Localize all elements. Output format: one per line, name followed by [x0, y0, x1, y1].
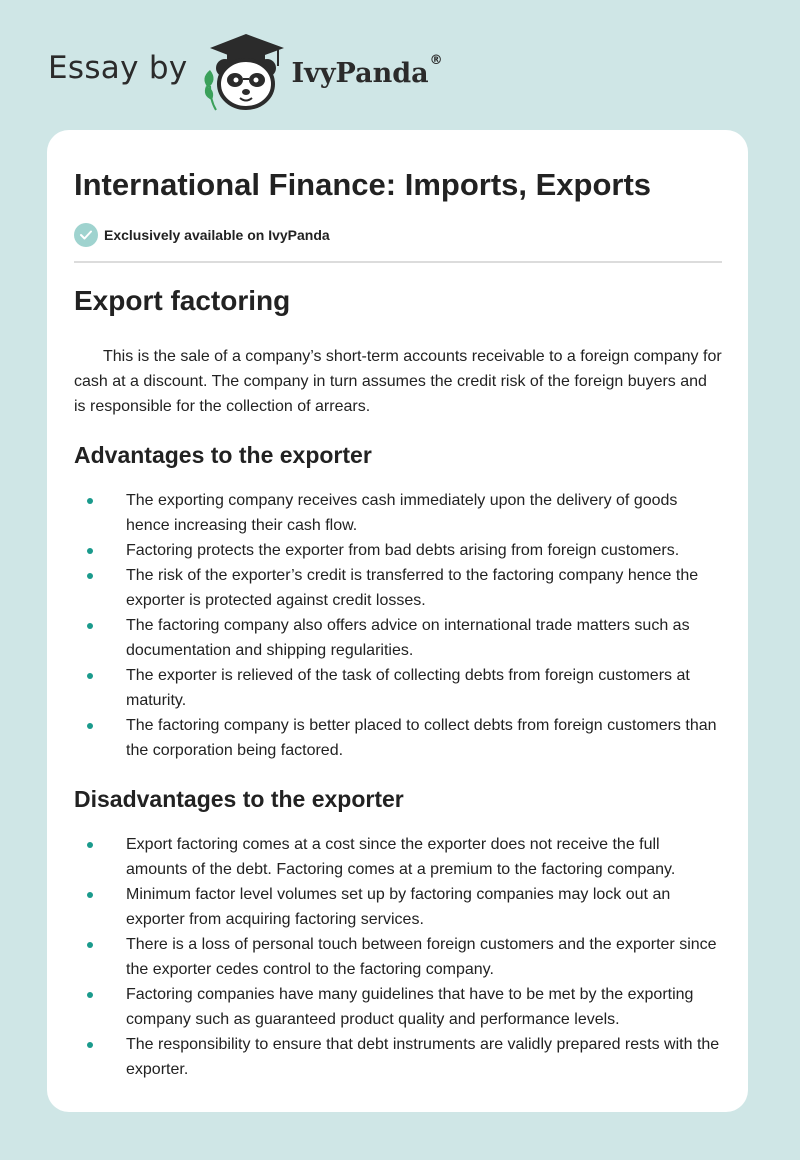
- list-item-text: The factoring company also offers advice on international trade matters such as documentation and shipping regularities.: [126, 617, 690, 659]
- section-paragraph: This is the sale of a company’s short-term accounts receivable to a foreign company for cash at a discount. The company in turn assumes the credit risk of the foreign buyers and is responsible for the collection of arrears.: [74, 348, 722, 415]
- registered-mark: ®: [429, 52, 443, 68]
- bullet-icon: [87, 842, 93, 848]
- list-item: [74, 1032, 722, 1082]
- brand-name: IvyPanda: [291, 57, 429, 89]
- bullet-icon: [87, 498, 93, 504]
- list-item-text: The risk of the exporter’s credit is transferred to the factoring company hence the exporter is protected against credit losses.: [126, 567, 699, 609]
- panda-graduate-icon: [198, 30, 294, 114]
- disadvantages-heading: Disadvantages to the exporter: [74, 786, 404, 812]
- bullet-icon: [87, 992, 93, 998]
- bullet-icon: [87, 892, 93, 898]
- exclusive-badge: [74, 222, 722, 248]
- list-item: [74, 932, 722, 982]
- section-heading: Export factoring: [74, 285, 291, 316]
- list-item-text: Export factoring comes at a cost since the exporter does not receive the full amounts of the debt. Factoring comes at a premium to the factoring company.: [126, 836, 676, 878]
- list-item: [74, 832, 722, 882]
- list-item-text: The exporting company receives cash immediately upon the delivery of goods hence increasing their cash flow.: [126, 492, 678, 534]
- list-item-text: The factoring company is better placed to collect debts from foreign customers than the corporation being factored.: [126, 717, 717, 759]
- list-item-text: Factoring companies have many guidelines that have to be met by the exporting company such as guaranteed product quality and performance levels.: [126, 986, 694, 1028]
- disadvantages-list: [74, 813, 722, 1082]
- essay-card: [47, 130, 748, 1112]
- list-item: [74, 713, 722, 763]
- list-item-text: Minimum factor level volumes set up by factoring companies may lock out an exporter from acquiring factoring services.: [126, 886, 671, 928]
- list-item: [74, 663, 722, 713]
- list-item: [74, 613, 722, 663]
- list-item-text: Factoring protects the exporter from bad debts arising from foreign customers.: [126, 542, 680, 559]
- advantages-heading: Advantages to the exporter: [74, 442, 372, 468]
- list-item-text: The exporter is relieved of the task of collecting debts from foreign customers at maturity.: [126, 667, 690, 709]
- page-title: International Finance: Imports, Exports: [74, 167, 652, 202]
- list-item-text: The responsibility to ensure that debt instruments are validly prepared rests with the exporter.: [126, 1036, 720, 1078]
- list-item: [74, 882, 722, 932]
- list-item: [74, 488, 722, 538]
- bullet-icon: [87, 723, 93, 729]
- check-circle-icon: [74, 223, 98, 247]
- bullet-icon: [87, 573, 93, 579]
- bullet-icon: [87, 942, 93, 948]
- bullet-icon: [87, 1042, 93, 1048]
- bullet-icon: [87, 548, 93, 554]
- list-item: [74, 982, 722, 1032]
- brand-header: [48, 30, 443, 114]
- bullet-icon: [87, 623, 93, 629]
- brand-prefix: Essay by: [48, 49, 188, 86]
- bullet-icon: [87, 673, 93, 679]
- badge-text: Exclusively available on IvyPanda: [104, 227, 330, 243]
- advantages-list: [74, 469, 722, 763]
- list-item-text: There is a loss of personal touch between foreign customers and the exporter since the exporter cedes control to the factoring company.: [126, 936, 717, 978]
- list-item: [74, 563, 722, 613]
- list-item: [74, 538, 722, 563]
